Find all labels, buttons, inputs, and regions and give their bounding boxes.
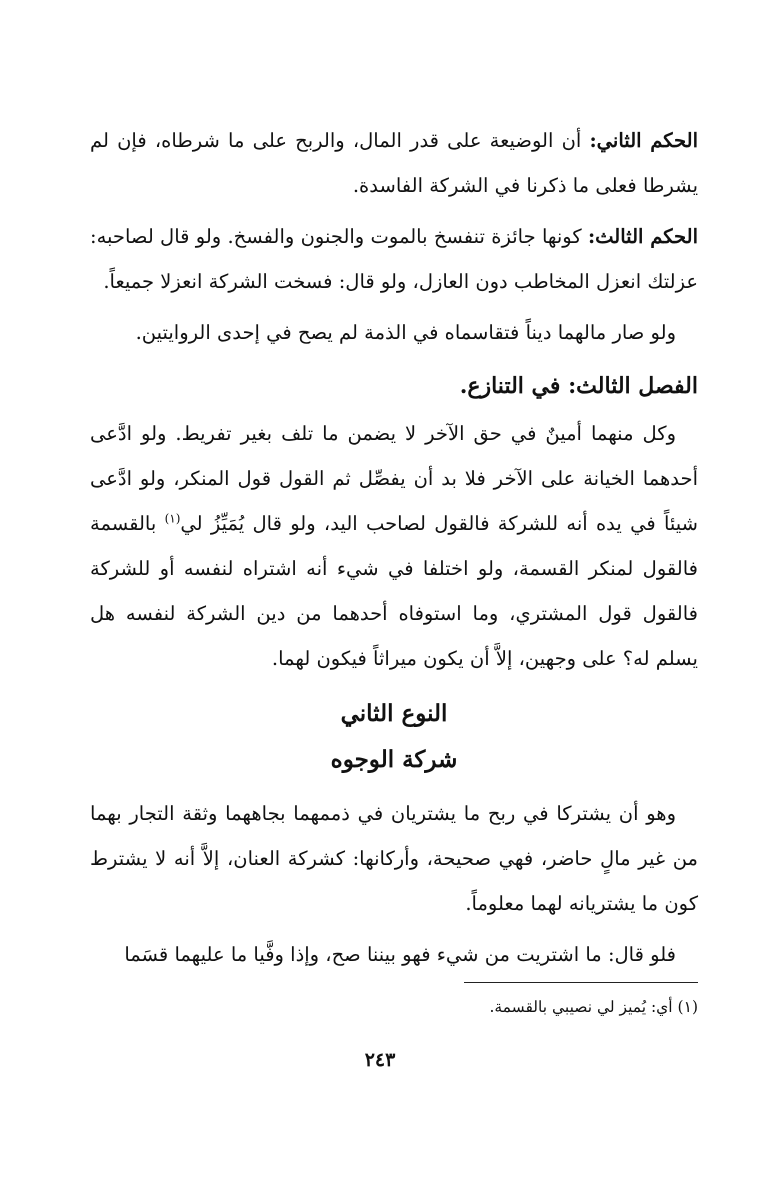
purchase-statement-text: فلو قال: ما اشتريت من شيء فهو بيننا صح، وإذا وفَّيا ما عليهما قسَما xyxy=(124,943,676,966)
paragraph-ruling-two xyxy=(90,118,698,208)
heading-wujuh-partnership: شركة الوجوه xyxy=(330,746,458,773)
footnote-marker: (١) xyxy=(677,998,698,1016)
heading-type-two: النوع الثاني xyxy=(340,700,448,727)
page-number: ٢٤٣ xyxy=(364,1049,396,1071)
footnote xyxy=(90,994,698,1020)
footnote-text: أي: يُميز لي نصيبي بالقسمة. xyxy=(489,998,673,1016)
footnote-reference: (١) xyxy=(164,511,181,526)
paragraph-ruling-three xyxy=(90,214,698,304)
ruling-three-lead: الحكم الثالث: xyxy=(587,225,698,248)
dispute-text-before: وكل منهما أمينٌ في حق الآخر لا يضمن ما تلف بغير تفريط. ولو ادَّعى أحدهما الخيانة على الآخر فلا بد أن يفصِّل ثم القول قول المنكر، ولو ادَّعى شيئاً في يده أنه للشركة فالقول لصاحب اليد، ولو قال يُمَيِّزُ لي xyxy=(90,422,698,535)
paragraph-purchase-statement xyxy=(90,932,698,977)
dispute-text-after: بالقسمة فالقول لمنكر القسمة، ولو اختلفا في شيء أنه اشتراه لنفسه أو للشركة فالقول قول المشتري، وما استوفاه أحدهما من دين الشركة لنفسه هل يسلم له؟ على وجهين، إلاَّ أن يكون ميراثاً فيكون لهما. xyxy=(90,512,698,670)
ruling-two-lead: الحكم الثاني: xyxy=(589,129,698,152)
wujuh-definition-text: وهو أن يشتركا في ربح ما يشتريان في ذممهما بجاههما وثقة التجار بهما من غير مالٍ حاضر، فهي صحيحة، وأركانها: كشركة العنان، إلاَّ أنه لا يشترط كون ما يشتريانه لهما معلوماً. xyxy=(90,802,698,915)
debt-division-text: ولو صار مالهما ديناً فتقاسماه في الذمة لم يصح في إحدى الروايتين. xyxy=(135,321,676,344)
footnote-divider xyxy=(464,982,698,983)
ruling-three-text: كونها جائزة تنفسخ بالموت والجنون والفسخ. ولو قال لصاحبه: عزلتك انعزل المخاطب دون العازل، ولو قال: فسخت الشركة انعزلا جميعاً. xyxy=(90,225,698,293)
paragraph-debt-division xyxy=(90,310,698,355)
paragraph-dispute xyxy=(90,411,698,681)
paragraph-wujuh-definition xyxy=(90,791,698,926)
section-heading-dispute: الفصل الثالث: في التنازع. xyxy=(459,373,698,399)
ruling-two-text: أن الوضيعة على قدر المال، والربح على ما شرطاه، فإن لم يشرطا فعلى ما ذكرنا في الشركة الفاسدة. xyxy=(90,129,698,197)
page-body xyxy=(90,118,698,983)
